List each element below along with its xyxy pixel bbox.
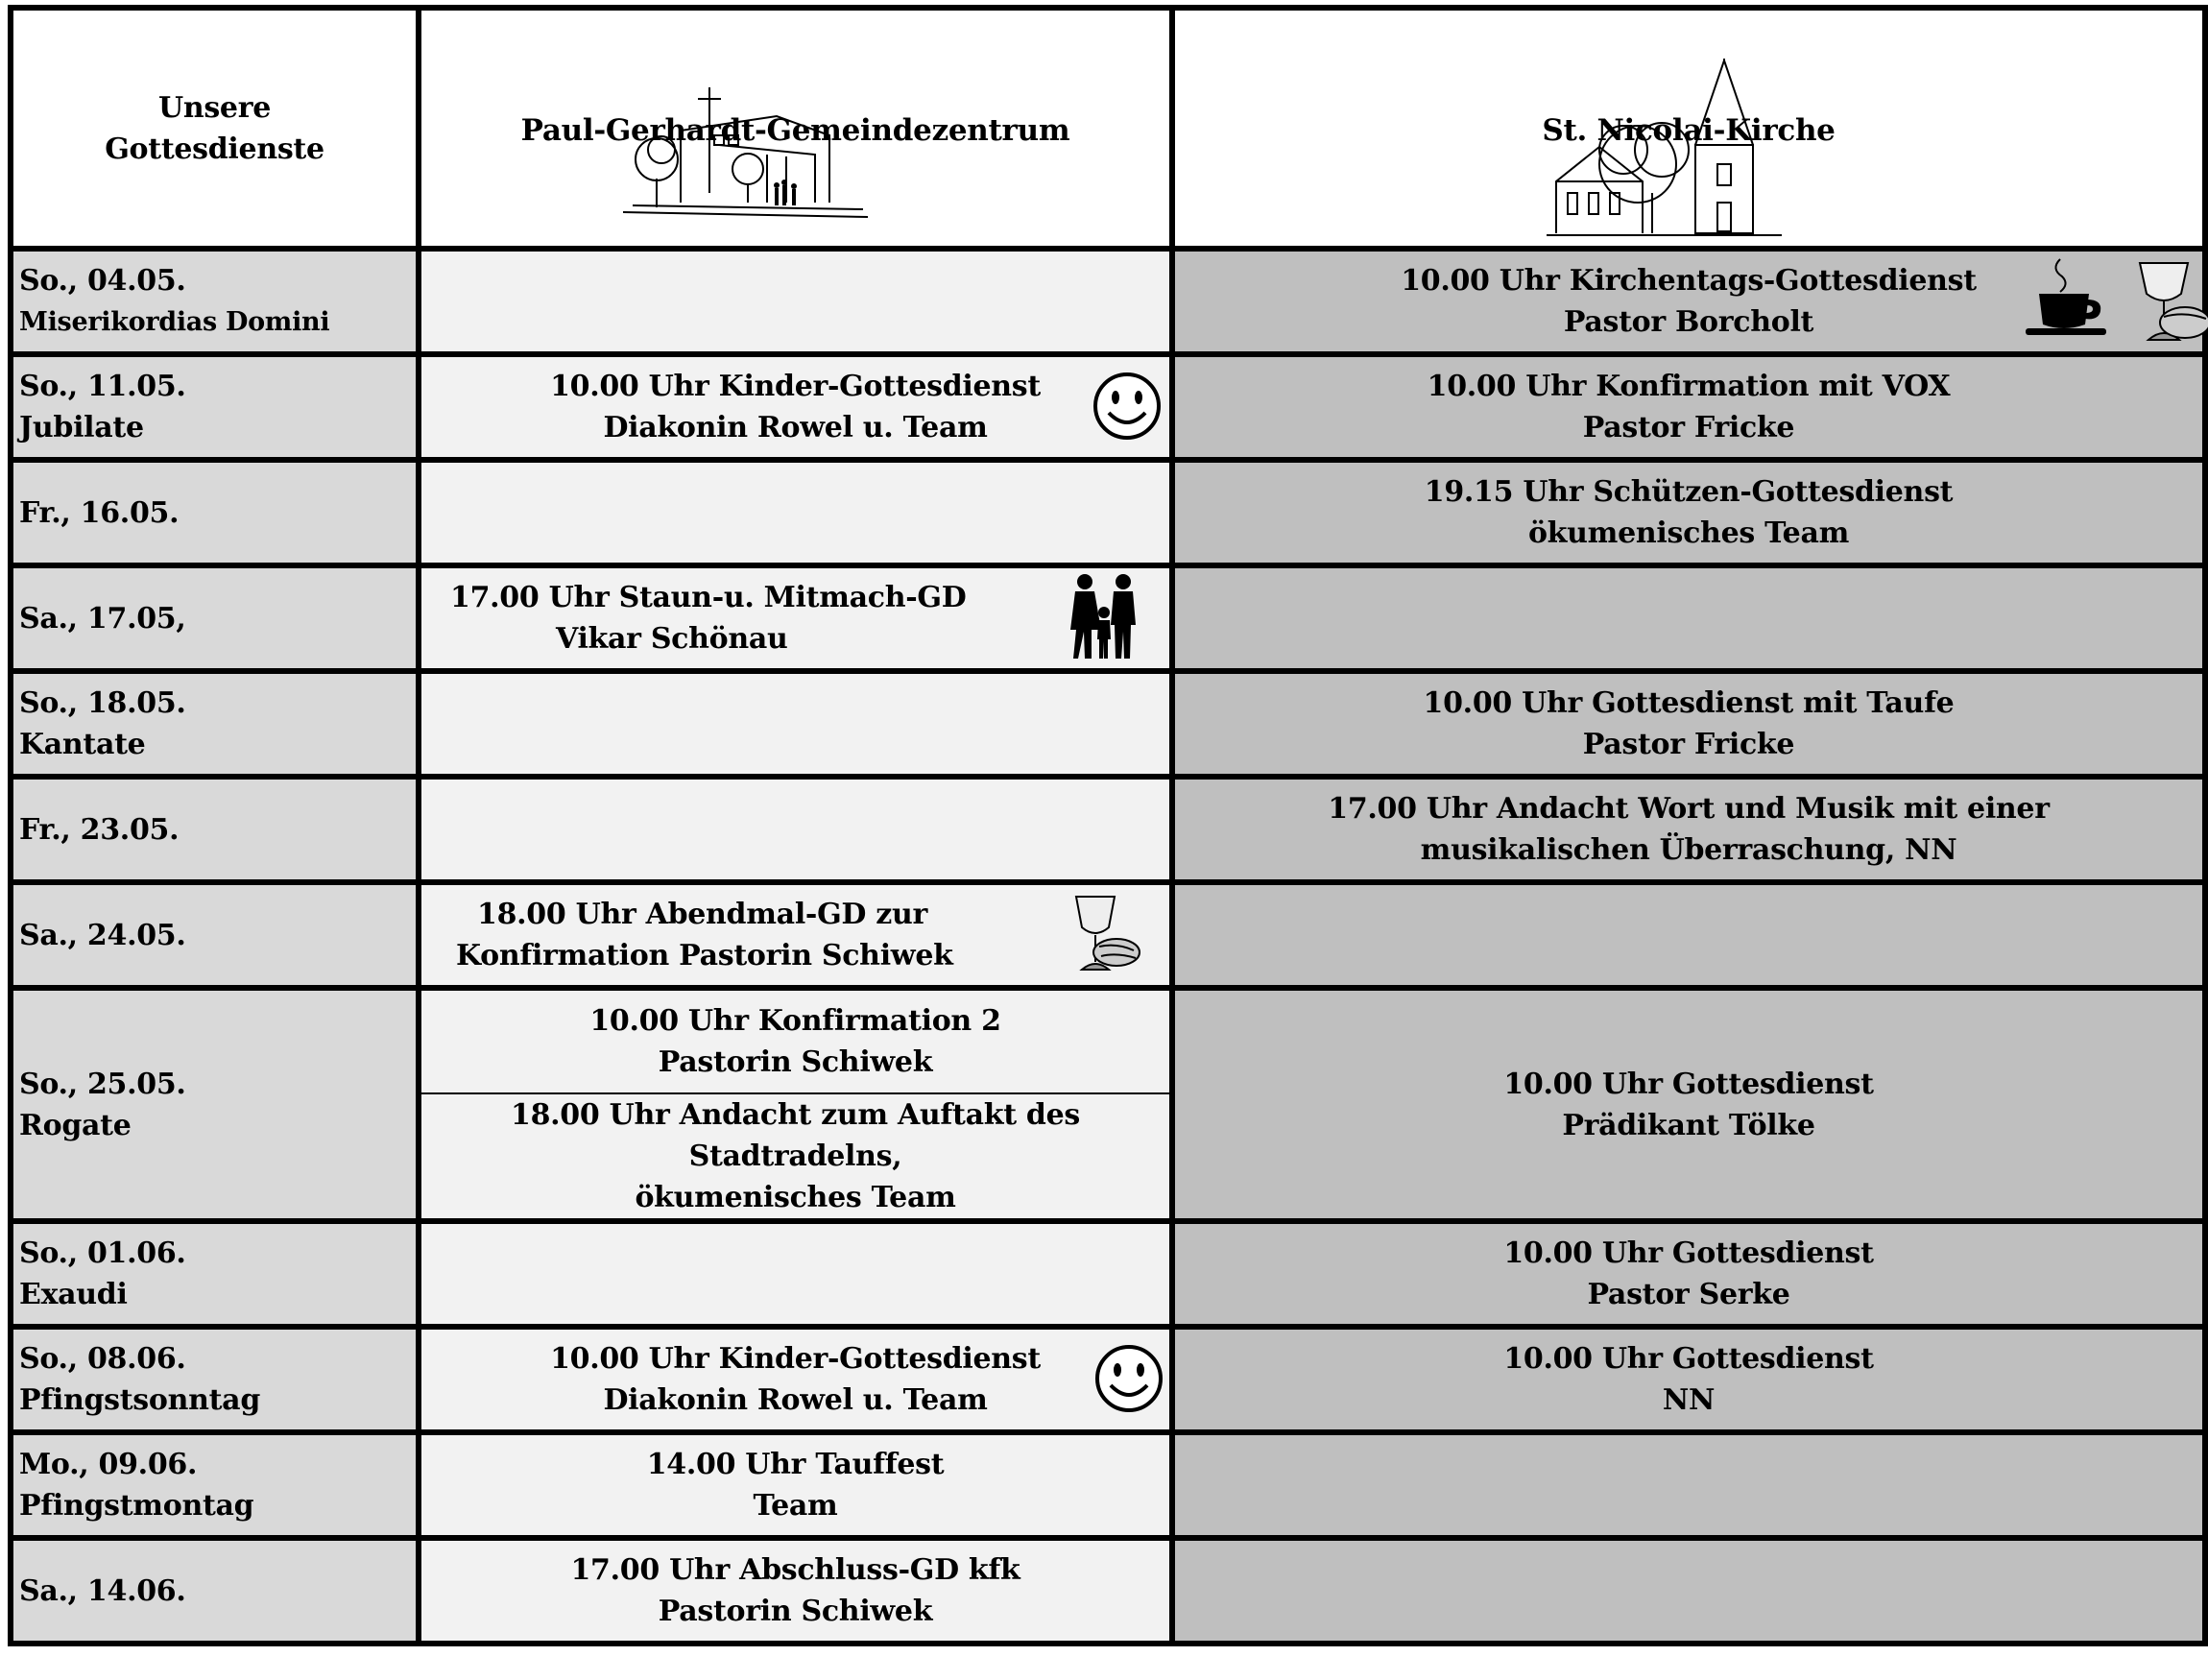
date-cell (11, 777, 419, 882)
family-icon (1070, 572, 1138, 672)
service-date: So., 11.05. (19, 370, 186, 403)
liturgical-day-name: Jubilate (19, 411, 144, 444)
paul-gerhardt-service-line2: Team (753, 1489, 838, 1523)
schedule-row (11, 565, 2205, 671)
paul-gerhardt-service-cell (419, 565, 1172, 671)
st-nicolai-service-cell (1172, 988, 2205, 1221)
service-date: Fr., 16.05. (19, 495, 180, 530)
schedule-row (11, 777, 2205, 882)
st-nicolai-service-line2: Prädikant Tölke (1562, 1108, 1815, 1142)
paul-gerhardt-service-line1: 14.00 Uhr Tauffest (646, 1448, 945, 1481)
st-nicolai-service-cell (1172, 565, 2205, 671)
st-nicolai-service-line1: 10.00 Uhr Gottesdienst (1503, 1236, 1874, 1270)
paul-gerhardt-service-cell (419, 1432, 1172, 1538)
st-nicolai-service-cell (1172, 1221, 2205, 1327)
st-nicolai-service-cell (1172, 249, 2205, 354)
service-date: So., 01.06. (19, 1236, 186, 1270)
st-nicolai-service-line1: 10.00 Uhr Konfirmation mit VOX (1427, 370, 1951, 403)
liturgical-day-name: Pfingstmontag (19, 1489, 254, 1523)
coffee-and-chalice-icon (2020, 255, 2208, 359)
paul-gerhardt-service-line2: ökumenisches Team (635, 1181, 956, 1214)
date-cell (11, 565, 419, 671)
paul-gerhardt-service-line1: 18.00 Uhr Abendmal-GD zur (477, 898, 927, 931)
paul-gerhardt-service-line2: Vikar Schönau (556, 622, 788, 656)
schedule-row (11, 882, 2205, 988)
header-col1-line1: Unsere (157, 90, 272, 125)
date-cell (11, 1432, 419, 1538)
date-cell (11, 249, 419, 354)
service-date: So., 25.05. (19, 1067, 186, 1101)
date-cell (11, 988, 419, 1221)
st-nicolai-service-line1: 10.00 Uhr Gottesdienst (1503, 1067, 1874, 1101)
header-row (11, 8, 2205, 249)
paul-gerhardt-service-cell (419, 671, 1172, 777)
date-cell (11, 460, 419, 565)
st-nicolai-service-line1: 10.00 Uhr Gottesdienst mit Taufe (1423, 686, 1955, 720)
header-paul-gerhardt-title: Paul-Gerhardt-Gemeindezentrum (520, 113, 1070, 148)
st-nicolai-service-cell (1172, 671, 2205, 777)
schedule-row (11, 1538, 2205, 1644)
service-date: Sa., 14.06. (19, 1573, 186, 1608)
paul-gerhardt-service-cell (419, 777, 1172, 882)
header-services-cell (11, 8, 419, 249)
st-nicolai-service-cell (1172, 1538, 2205, 1644)
paul-gerhardt-service-line1: 18.00 Uhr Andacht zum Auftakt des Stadtradelns, (511, 1098, 1080, 1173)
liturgical-day-name: Exaudi (19, 1278, 128, 1311)
old-church-drawing-icon (1547, 59, 1787, 241)
smiley-face-icon (1093, 1343, 1164, 1426)
schedule-row (11, 1432, 2205, 1538)
schedule-row (11, 460, 2205, 565)
service-schedule-table (8, 5, 2208, 1646)
header-col1-line2: Gottesdienste (105, 132, 324, 166)
schedule-row (11, 249, 2205, 354)
st-nicolai-service-cell (1172, 1327, 2205, 1432)
liturgical-day-name: Pfingstsonntag (19, 1383, 260, 1417)
st-nicolai-service-line1: 19.15 Uhr Schützen-Gottesdienst (1424, 475, 1954, 509)
st-nicolai-service-cell (1172, 460, 2205, 565)
smiley-face-icon (1092, 371, 1163, 453)
liturgical-day-name: Rogate (19, 1108, 132, 1142)
st-nicolai-service-line1: 17.00 Uhr Andacht Wort und Musik mit einer (1328, 792, 2050, 826)
schedule-row (11, 988, 2205, 1093)
service-date: So., 08.06. (19, 1342, 186, 1376)
paul-gerhardt-service-cell (419, 1221, 1172, 1327)
paul-gerhardt-service-cell (419, 460, 1172, 565)
schedule-row (11, 1327, 2205, 1432)
paul-gerhardt-service-cell (419, 249, 1172, 354)
st-nicolai-service-line2: ökumenisches Team (1527, 516, 1850, 550)
schedule-row (11, 671, 2205, 777)
paul-gerhardt-service-cell (419, 988, 1172, 1093)
schedule-row (11, 1221, 2205, 1327)
date-cell (11, 1221, 419, 1327)
date-cell (11, 671, 419, 777)
st-nicolai-service-cell (1172, 354, 2205, 460)
paul-gerhardt-service-line2: Pastorin Schiwek (658, 1595, 933, 1628)
date-cell (11, 1538, 419, 1644)
st-nicolai-service-cell (1172, 777, 2205, 882)
service-date: Sa., 17.05, (19, 601, 186, 636)
service-date: So., 04.05. (19, 264, 186, 298)
modern-church-drawing-icon (613, 78, 882, 231)
paul-gerhardt-service-line2: Diakonin Rowel u. Team (603, 1383, 988, 1417)
st-nicolai-service-line2: NN (1662, 1383, 1716, 1417)
paul-gerhardt-service-line1: 17.00 Uhr Abschluss-GD kfk (570, 1553, 1020, 1587)
paul-gerhardt-service-line2: Pastorin Schiwek (658, 1045, 933, 1079)
paul-gerhardt-service-line1: 10.00 Uhr Kinder-Gottesdienst (550, 1342, 1041, 1376)
st-nicolai-service-line2: Pastor Fricke (1582, 411, 1795, 444)
schedule-row (11, 354, 2205, 460)
paul-gerhardt-service-cell (419, 354, 1172, 460)
st-nicolai-service-line2: Pastor Serke (1587, 1278, 1790, 1311)
header-st-nicolai-title: St. Nicolai-Kirche (1542, 113, 1836, 148)
service-date: Mo., 09.06. (19, 1448, 198, 1481)
st-nicolai-service-line2: musikalischen Überraschung, NN (1420, 833, 1957, 867)
service-date: Sa., 24.05. (19, 918, 186, 952)
paul-gerhardt-service-cell (419, 1327, 1172, 1432)
st-nicolai-service-line1: 10.00 Uhr Gottesdienst (1503, 1342, 1874, 1376)
service-date: Fr., 23.05. (19, 812, 180, 847)
header-st-nicolai-cell (1172, 8, 2205, 249)
paul-gerhardt-service-cell (419, 1093, 1172, 1221)
header-paul-gerhardt-cell (419, 8, 1172, 249)
st-nicolai-service-cell (1172, 1432, 2205, 1538)
st-nicolai-service-line1: 10.00 Uhr Kirchentags-Gottesdienst (1401, 264, 1977, 298)
date-cell (11, 354, 419, 460)
st-nicolai-service-line2: Pastor Fricke (1582, 728, 1795, 761)
paul-gerhardt-service-cell (419, 1538, 1172, 1644)
paul-gerhardt-service-cell (419, 882, 1172, 988)
date-cell (11, 1327, 419, 1432)
paul-gerhardt-service-line1: 10.00 Uhr Konfirmation 2 (589, 1004, 1001, 1038)
paul-gerhardt-service-line2: Diakonin Rowel u. Team (603, 411, 988, 444)
chalice-bread-icon (1067, 889, 1143, 993)
st-nicolai-service-cell (1172, 882, 2205, 988)
liturgical-day-name: Kantate (19, 728, 146, 761)
st-nicolai-service-line2: Pastor Borcholt (1563, 305, 1814, 339)
paul-gerhardt-service-line2: Konfirmation Pastorin Schiwek (456, 939, 953, 972)
liturgical-day-name: Miserikordias Domini (19, 307, 330, 337)
paul-gerhardt-service-line1: 10.00 Uhr Kinder-Gottesdienst (550, 370, 1041, 403)
date-cell (11, 882, 419, 988)
service-date: So., 18.05. (19, 686, 186, 720)
paul-gerhardt-service-line1: 17.00 Uhr Staun-u. Mitmach-GD (450, 581, 967, 614)
